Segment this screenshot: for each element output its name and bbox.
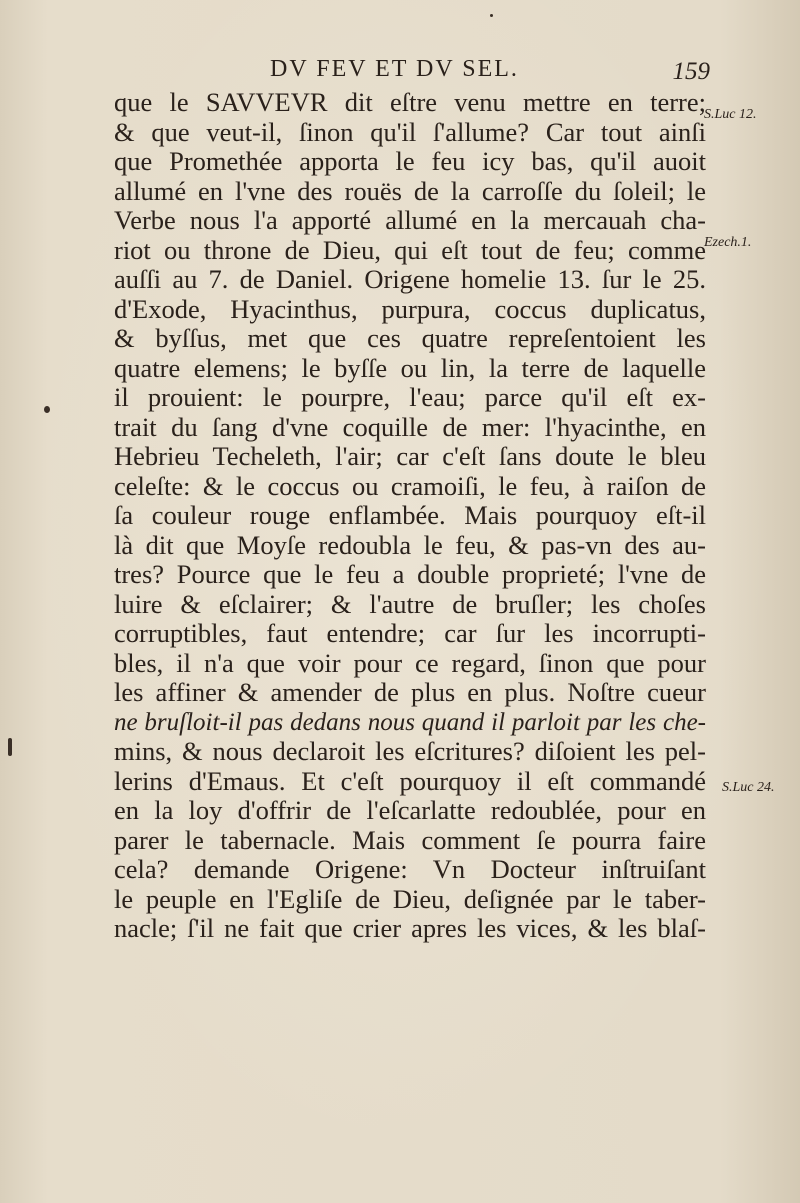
text-line: mins, & nous declaroit les eſcritures? diſoient les pel- (114, 736, 706, 766)
text-line: bles, il n'a que voir pour ce regard, ſinon que pour (114, 647, 706, 678)
page-header (270, 56, 720, 90)
ink-speck (490, 14, 493, 17)
text-line: celeſte: & le coccus ou cramoiſi, le feu, à raiſon de (114, 470, 706, 501)
text-line: là dit que Moyſe redoubla le feu, & pas-vn des au- (114, 529, 706, 560)
text-line: le peuple en l'Egliſe de Dieu, deſignée par le taber- (114, 883, 706, 914)
text-line: & byſſus, met que ces quatre repreſentoient les (114, 323, 706, 353)
text-line: en la loy d'offrir de l'eſcarlatte redoublée, pour en (114, 795, 706, 825)
marginal-note: Ezech.1. (704, 235, 752, 250)
text-line: d'Exode, Hyacinthus, purpura, coccus duplicatus, (114, 293, 706, 324)
text-line: les affiner & amender de plus en plus. Noſtre cueur (114, 677, 706, 707)
text-line: Hebrieu Techeleth, l'air; car c'eſt ſans doute le bleu (114, 441, 706, 471)
text-line: il prouient: le pourpre, l'eau; parce qu'il eſt ex- (114, 382, 706, 412)
text-line: corruptibles, faut entendre; car ſur les incorrupti- (114, 618, 706, 648)
text-line: nacle; ſ'il ne fait que crier apres les vices, & les blaſ- (114, 913, 706, 943)
text-line: riot ou throne de Dieu, qui eſt tout de feu; comme (114, 234, 706, 265)
text-line: luire & eſclairer; & l'autre de bruſler; les choſes (114, 588, 706, 619)
marginal-note: S.Luc 12. (704, 107, 757, 122)
text-line: cela? demande Origene: Vn Docteur inſtruiſant (114, 854, 706, 884)
text-line: Verbe nous l'a apporté allumé en la mercauah cha- (114, 205, 706, 235)
text-line: lerins d'Emaus. Et c'eſt pourquoy il eſt commandé (114, 765, 706, 796)
running-title: DV FEV ET DV SEL. (270, 56, 519, 82)
text-line: tres? Pource que le feu a double proprieté; l'vne de (114, 559, 706, 589)
body-text (114, 88, 706, 944)
text-line: ne bruſloit-il pas dedans nous quand il parloit par les che- (114, 708, 706, 736)
ink-speck (44, 406, 50, 413)
text-line: ſa couleur rouge enflambée. Mais pourquoy eſt-il (114, 500, 706, 530)
text-line: trait du ſang d'vne coquille de mer: l'hyacinthe, en (114, 411, 706, 442)
text-line: que Promethée apporta le feu icy bas, qu'il auoit (114, 146, 706, 176)
text-line: que le SAVVEVR dit eſtre venu mettre en terre; (114, 87, 706, 117)
text-line: & que veut-il, ſinon qu'il ſ'allume? Car tout ainſi (114, 116, 706, 147)
ink-speck (8, 738, 12, 756)
text-line: parer le tabernacle. Mais comment ſe pourra faire (114, 824, 706, 855)
text-line: auſſi au 7. de Daniel. Origene homelie 13. ſur le 25. (114, 264, 706, 294)
marginal-note: S.Luc 24. (722, 780, 775, 795)
text-line: quatre elemens; le byſſe ou lin, la terre de laquelle (114, 352, 706, 383)
text-line: allumé en l'vne des rouës de la carroſſe du ſoleil; le (114, 175, 706, 206)
page-number: 159 (672, 58, 710, 85)
